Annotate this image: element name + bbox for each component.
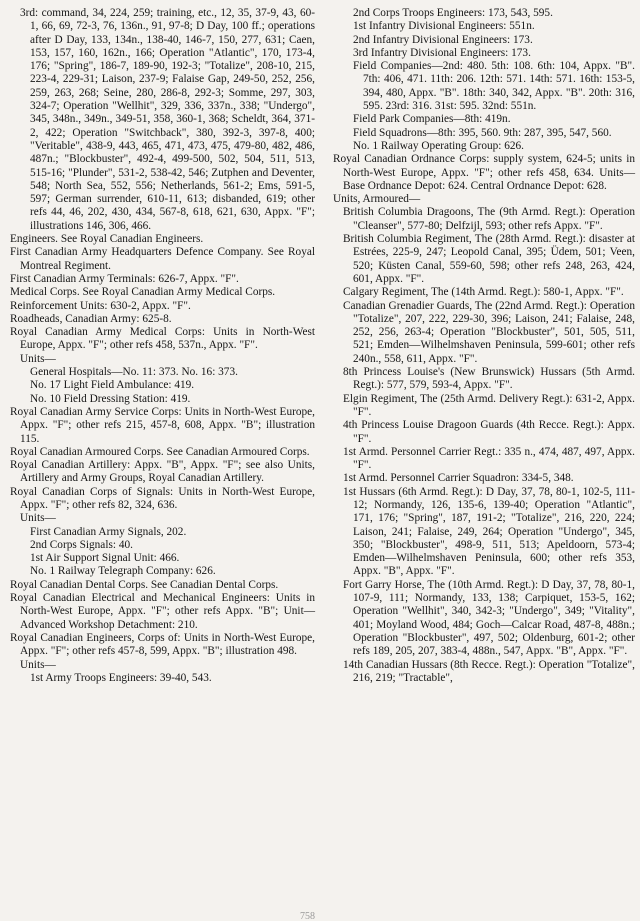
- index-entry: Royal Canadian Engineers, Corps of: Units in North-West Europe, Appx. "F"; other refs 457-8, 599, Appx. "B"; illustration 498.: [10, 631, 315, 658]
- index-entry: Engineers. See Royal Canadian Engineers.: [10, 233, 204, 246]
- index-entry: General Hospitals—No. 11: 373. No. 16: 373.: [30, 366, 238, 379]
- index-entry: British Columbia Dragoons, The (9th Armd. Regt.): Operation "Cleanser", 577-80; Delfzijl, 593; other refs Appx. "F".: [343, 206, 635, 232]
- index-entry: Reinforcement Units: 630-2, Appx. "F".: [10, 299, 191, 312]
- index-entry: Royal Canadian Electrical and Mechanical Engineers: Units in North-West Europe, Appx. "F"; other refs Appx. "B"; Unit—Advanced Workshop Detachment: 210.: [10, 592, 315, 631]
- index-entry: Royal Canadian Artillery: Appx. "B", Appx. "F"; see also Units, Artillery and Army Groups, Royal Canadian Artillery.: [10, 459, 315, 485]
- index-entry: 1st Hussars (6th Armd. Regt.): D Day, 37, 78, 80-1, 102-5, 111-12; Normandy, 126, 135-6, 139-40; Operation "Atlantic", 171, 176; "Spring", 187, 191-2; "Totalize", 216, 220, 224; Laison, 241; Falaise, 249, 264; Operation "Undergo", 345, 350; "Blockbuster", 498-9, 511, 513; Apeldoorn, 573-4; Emden—Wilhelmshaven Peninsula, 600; other refs 353, Appx. "B", Appx. "F".: [343, 485, 635, 578]
- index-entry: Royal Canadian Corps of Signals: Units in North-West Europe, Appx. "F"; other refs 82, 324, 636.: [10, 485, 315, 511]
- index-column-left: [10, 7, 315, 685]
- index-entry: No. 1 Railway Operating Group: 626.: [353, 139, 524, 152]
- index-entry: 14th Canadian Hussars (8th Recce. Regt.): Operation "Totalize", 216, 219; "Tractable",: [343, 658, 635, 684]
- index-entry: British Columbia Regiment, The (28th Armd. Regt.): disaster at Estrées, 225-9, 247; Leopold Canal, 395; Üdem, 501; Veen, 520; Küsten Canal, 559-60, 598; other refs 248, 263, 424, 601, Appx. "F".: [343, 233, 635, 285]
- index-entry: Units—: [20, 658, 56, 671]
- index-entry: 8th Princess Louise's (New Brunswick) Hussars (5th Armd. Regt.): 577, 579, 593-4, Appx. "F".: [343, 366, 635, 392]
- index-entry: Royal Canadian Ordnance Corps: supply system, 624-5; units in North-West Europe, Appx. "F"; other refs 458, 634. Units—Base Ordnance Depot: 624. Central Ordnance Depot: 628.: [333, 153, 635, 192]
- index-entry: No. 17 Light Field Ambulance: 419.: [30, 379, 195, 392]
- index-entry: Units, Armoured—: [333, 193, 421, 206]
- index-entry: 4th Princess Louise Dragoon Guards (4th Recce. Regt.): Appx. "F".: [343, 419, 635, 445]
- index-entry: No. 1 Railway Telegraph Company: 626.: [30, 565, 216, 578]
- index-entry: No. 10 Field Dressing Station: 419.: [30, 392, 191, 405]
- index-entry: Elgin Regiment, The (25th Armd. Delivery Regt.): 631-2, Appx. "F".: [343, 392, 635, 418]
- index-entry: 3rd: command, 34, 224, 259; training, etc., 12, 35, 37-9, 43, 60-1, 66, 69, 72-3, 76, 136n., 91, 97-8; D Day, 100 ff.; operations after D Day, 133, 134n., 138-40, 146-7, 150, 277, 631; Caen, 153, 157, 160, 162n., 166; Operation "Atlantic", 170, 173-4, 176; "Spring", 186-7, 189-90, 192-3; "Totalize", 208-10, 215, 223-4, 229-31; Laison, 237-9; Falaise Gap, 249-50, 252, 256, 259, 263, 268; Seine, 280, 286-8, 292-3; Somme, 297, 303, 324-7; Operation "Wellhit", 329, 336, 337n., 338; "Undergo", 345, 348n., 349n., 349-51, 358, 360-1, 368; Scheldt, 364, 371-2, 422; Operation "Switchback", 380, 392-3, 397-8, 400; "Veritable", 438-9, 443, 465, 471, 473, 475, 479-80, 482, 486, 487n.; "Blockbuster", 492-4, 499-500, 502, 504, 511, 513, 515-16; "Plunder", 531-2, 538-42, 546; Zutphen and Deventer, 548; North Sea, 552, 556; Netherlands, 561-2; Ems, 591-5, 597; German surrender, 610-11, 613; disbanded, 619; other refs 44, 46, 202, 430, 434, 567-8, 618, 621, 630, Appx. "F"; illustrations 146, 306, 466.: [20, 7, 315, 232]
- index-entry: 3rd Infantry Divisional Engineers: 173.: [353, 46, 531, 59]
- page-number: 758: [300, 911, 315, 921]
- index-entry: 1st Armd. Personnel Carrier Squadron: 334-5, 348.: [343, 472, 574, 485]
- index-entry: Field Companies—2nd: 480. 5th: 108. 6th: 104, Appx. "B". 7th: 406, 471. 11th: 206. 12th: 571. 14th: 571. 16th: 153-5, 394, 480, Appx. "B". 18th: 340, 342, Appx. "B". 20th: 316, 595. 23rd: 316. 31st: 595. 32nd: 551n.: [353, 60, 635, 113]
- index-entry: 2nd Corps Signals: 40.: [30, 538, 133, 551]
- index-entry: Royal Canadian Dental Corps. See Canadian Dental Corps.: [10, 578, 279, 591]
- index-entry: Royal Canadian Armoured Corps. See Canadian Armoured Corps.: [10, 445, 310, 458]
- index-entry: Fort Garry Horse, The (10th Armd. Regt.): D Day, 37, 78, 80-1, 107-9, 111; Normandy, 133, 138; Carpiquet, 153-5, 162; Operation "Wellhit", 340, 342-3; "Undergo", 349; "Vitality", 401; Moyland Wood, 484; Goch—Calcar Road, 487-8, 488n.; Operation "Blockbuster", 497, 502; Oldenburg, 601-2; other refs 189, 205, 207, 383-4, 488n., 547, Appx. "B", Appx. "F".: [343, 578, 635, 658]
- index-entry: 1st Infantry Divisional Engineers: 551n.: [353, 20, 535, 33]
- index-entry: Medical Corps. See Royal Canadian Army Medical Corps.: [10, 286, 276, 299]
- index-entry: Calgary Regiment, The (14th Armd. Regt.): 580-1, Appx. "F".: [343, 286, 624, 299]
- index-entry: First Canadian Army Terminals: 626-7, Appx. "F".: [10, 272, 239, 285]
- index-column-right: [333, 7, 635, 685]
- index-entry: Field Squadrons—8th: 395, 560. 9th: 287, 395, 547, 560.: [353, 126, 612, 139]
- index-entry: Units—: [20, 512, 56, 525]
- index-entry: 2nd Infantry Divisional Engineers: 173.: [353, 33, 533, 46]
- index-entry: Royal Canadian Army Medical Corps: Units in North-West Europe, Appx. "F"; other refs 458, 537n., Appx. "F".: [10, 326, 315, 352]
- index-entry: Units—: [20, 352, 56, 365]
- index-entry: 2nd Corps Troops Engineers: 173, 543, 595.: [353, 7, 553, 19]
- index-entry: 1st Air Support Signal Unit: 466.: [30, 552, 180, 565]
- index-entry: First Canadian Army Headquarters Defence Company. See Royal Montreal Regiment.: [10, 246, 315, 272]
- index-entry: Roadheads, Canadian Army: 625-8.: [10, 312, 172, 325]
- index-entry: First Canadian Army Signals, 202.: [30, 525, 187, 538]
- index-entry: Canadian Grenadier Guards, The (22nd Armd. Regt.): Operation "Totalize", 207, 222, 229-30, 396; Laison, 241; Falaise, 248, 252, 256, 263-4; Operation "Blockbuster", 501, 505, 511, 521; Emden—Wilhelmshaven Peninsula, 599-601; other refs 240n., 558, 611, Appx. "F".: [343, 299, 635, 365]
- index-entry: 1st Armd. Personnel Carrier Regt.: 335 n., 474, 487, 497, Appx. "F".: [343, 445, 635, 472]
- index-entry: Royal Canadian Army Service Corps: Units in North-West Europe, Appx. "F"; other refs 215, 457-8, 608, Appx. "B"; illustration 115.: [10, 405, 315, 445]
- index-entry: 1st Army Troops Engineers: 39-40, 543.: [30, 671, 212, 684]
- index-entry: Field Park Companies—8th: 419n.: [353, 113, 511, 126]
